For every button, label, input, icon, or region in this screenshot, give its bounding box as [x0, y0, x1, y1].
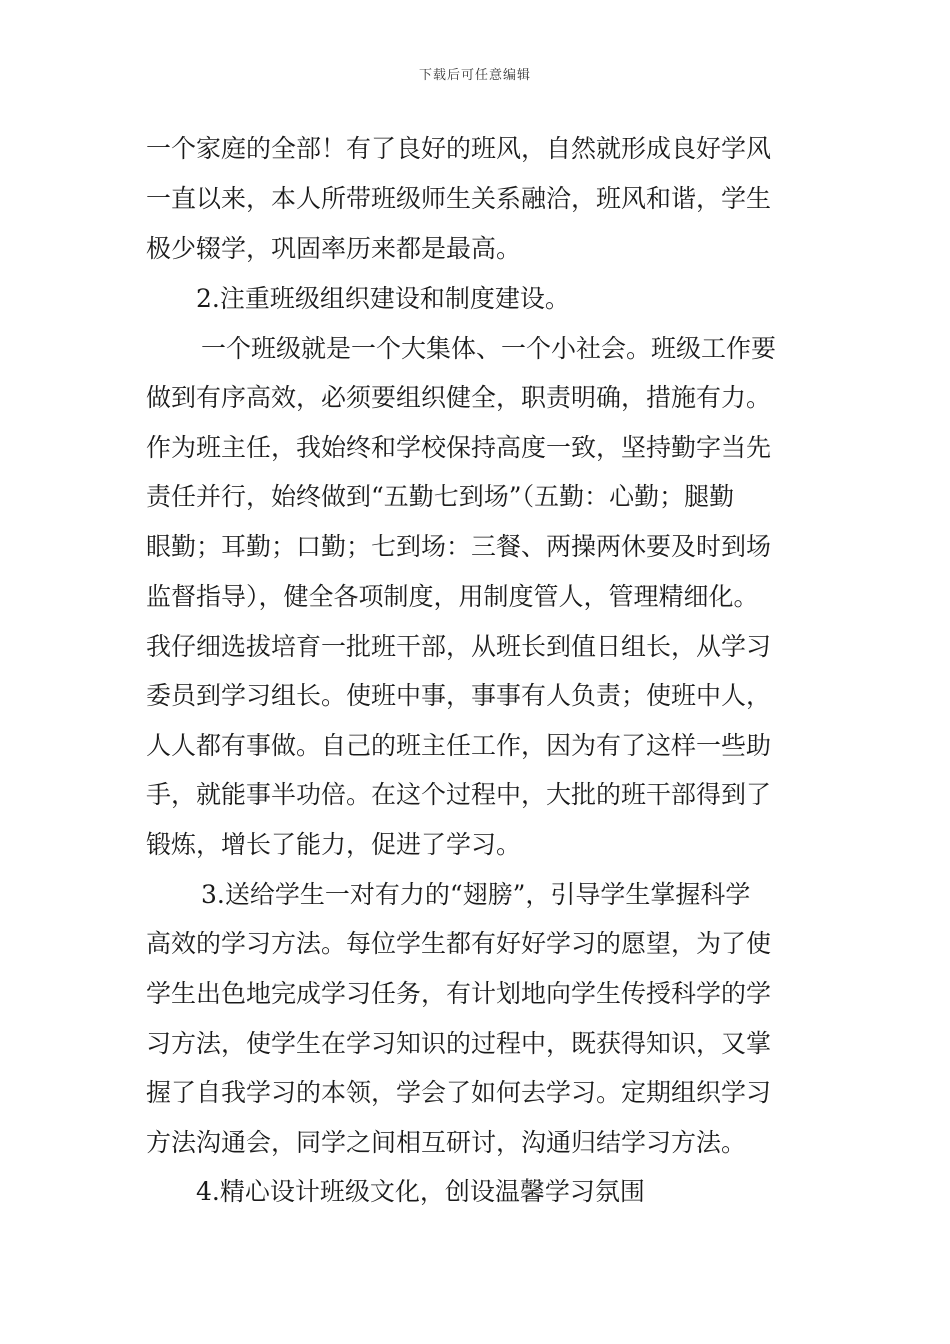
body-line-5: 一个班级就是一个大集体、一个小社会。班级工作要 — [201, 334, 777, 363]
body-line-12: 委员到学习组长。使班中事，事事有人负责；使班中人， — [146, 681, 772, 710]
section-heading-2: 2.注重班级组织建设和制度建设。 — [196, 284, 570, 313]
body-line-14: 手，就能事半功倍。在这个过程中，大批的班干部得到了 — [146, 780, 772, 809]
section-heading-4: 4.精心设计班级文化，创设温馨学习氛围 — [196, 1177, 645, 1206]
page-header: 下载后可任意编辑 — [418, 68, 531, 83]
body-line-15: 锻炼，增长了能力，促进了学习。 — [146, 830, 522, 859]
body-line-10: 监督指导），健全各项制度，用制度管人，管理精细化。 — [146, 582, 759, 611]
body-line-2: 一直以来，本人所带班级师生关系融洽，班风和谐，学生 — [146, 184, 772, 213]
body-line-20: 握了自我学习的本领，学会了如何去学习。定期组织学习 — [146, 1078, 772, 1107]
body-line-21: 方法沟通会，同学之间相互研讨，沟通归结学习方法。 — [146, 1128, 747, 1157]
body-line-9: 眼勤；耳勤；口勤；七到场：三餐、两操两休要及时到场 — [146, 532, 772, 561]
body-line-13: 人人都有事做。自己的班主任工作，因为有了这样一些助 — [146, 731, 772, 760]
body-line-1: 一个家庭的全部！有了良好的班风，自然就形成良好学风 — [146, 134, 772, 163]
body-line-11: 我仔细选拔培育一批班干部，从班长到值日组长，从学习 — [146, 632, 772, 661]
body-line-18: 学生出色地完成学习任务，有计划地向学生传授科学的学 — [146, 979, 772, 1008]
body-line-19: 习方法，使学生在学习知识的过程中，既获得知识，又掌 — [146, 1029, 772, 1058]
section-heading-3: 3.送给学生一对有力的“翅膀”，引导学生掌握科学 — [201, 880, 751, 909]
body-line-6: 做到有序高效，必须要组织健全，职责明确，措施有力。 — [146, 383, 772, 412]
body-line-7: 作为班主任，我始终和学校保持高度一致，坚持勤字当先 — [146, 433, 772, 462]
body-line-8: 责任并行，始终做到“五勤七到场”（五勤：心勤；腿勤 — [146, 482, 735, 511]
body-line-3: 极少辍学，巩固率历来都是最高。 — [146, 234, 522, 263]
body-line-17: 高效的学习方法。每位学生都有好好学习的愿望，为了使 — [146, 929, 772, 958]
